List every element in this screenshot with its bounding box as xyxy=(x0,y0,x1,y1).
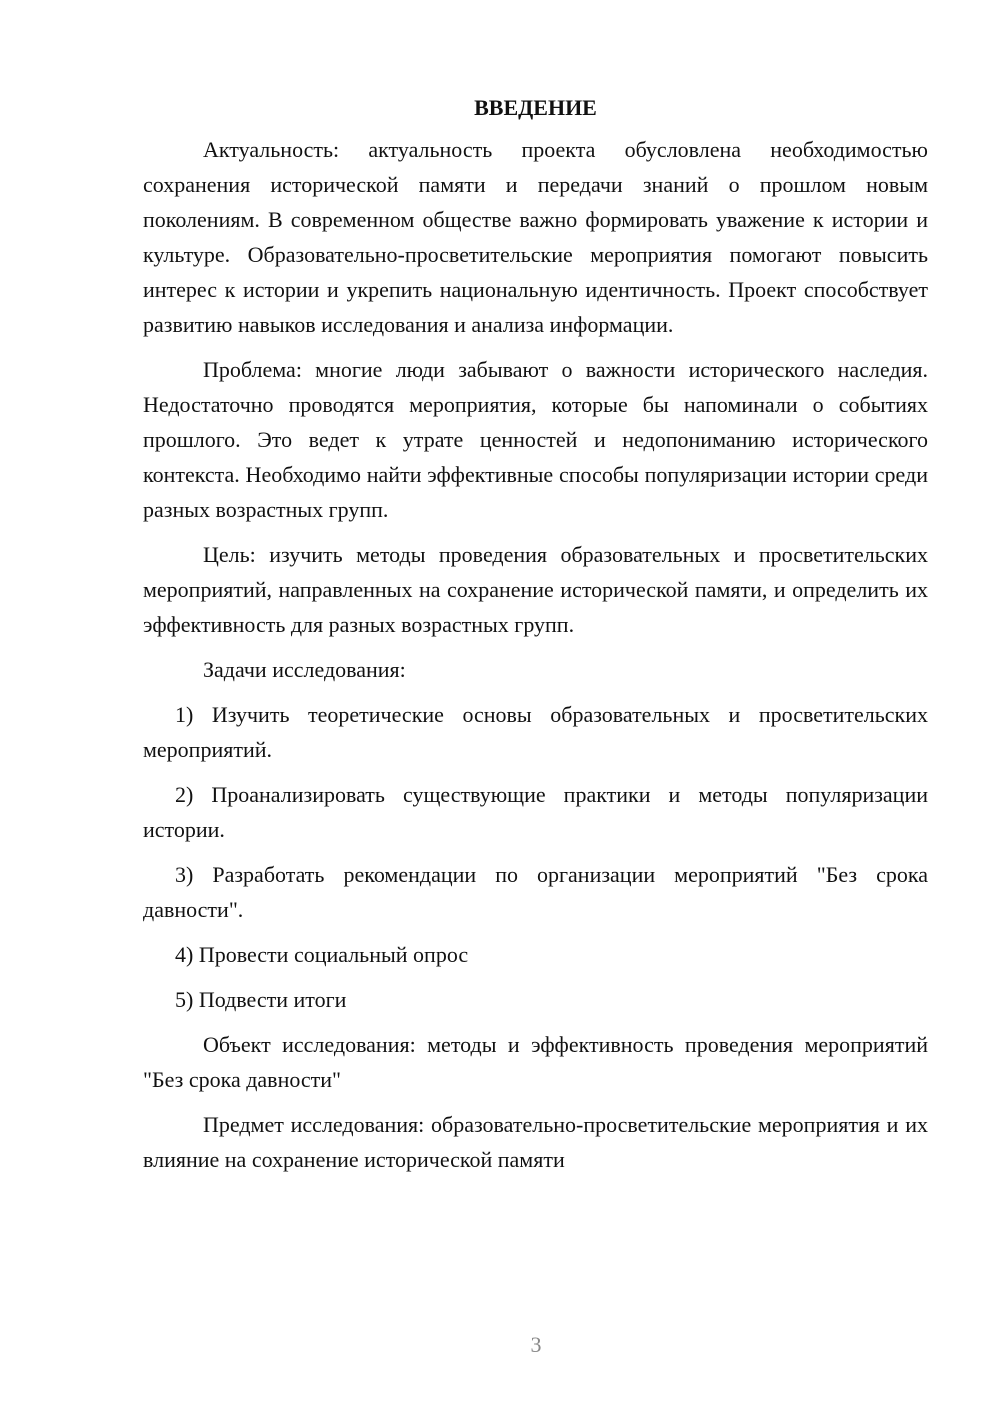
page-title: ВВЕДЕНИЕ xyxy=(474,95,597,120)
task-item: 4) Провести социальный опрос xyxy=(175,942,469,967)
paragraph-relevance: Актуальность: актуальность проекта обусловлена необходимостью сохранения исторической памяти и передачи знаний о прошлом новым поколениям. В современном обществе важно формировать уважение к истории и культуре. Образовательно-просветительские мероприятия помогают повысить интерес к истории и укрепить национальную идентичность. Проект способствует развитию навыков исследования и анализа информации. xyxy=(143,137,928,337)
document-page xyxy=(143,90,928,1187)
page-number: 3 xyxy=(530,1332,542,1357)
paragraph-object: Объект исследования: методы и эффективность проведения мероприятий "Без срока давности" xyxy=(143,1032,928,1092)
task-item: 5) Подвести итоги xyxy=(175,987,347,1012)
task-item: 2) Проанализировать существующие практики и методы популяризации истории. xyxy=(143,782,928,842)
task-item: 3) Разработать рекомендации по организации мероприятий "Без срока давности". xyxy=(143,862,928,922)
paragraph-tasks-heading: Задачи исследования: xyxy=(203,657,406,682)
paragraph-goal: Цель: изучить методы проведения образовательных и просветительских мероприятий, направленных на сохранение исторической памяти, и определить их эффективность для разных возрастных групп. xyxy=(143,542,928,637)
task-item: 1) Изучить теоретические основы образовательных и просветительских мероприятий. xyxy=(143,702,928,762)
paragraph-subject: Предмет исследования: образовательно-просветительские мероприятия и их влияние на сохранение исторической памяти xyxy=(143,1112,928,1172)
paragraph-problem: Проблема: многие люди забывают о важности исторического наследия. Недостаточно проводятся мероприятия, которые бы напоминали о событиях прошлого. Это ведет к утрате ценностей и недопониманию исторического контекста. Необходимо найти эффективные способы популяризации истории среди разных возрастных групп. xyxy=(143,357,928,522)
